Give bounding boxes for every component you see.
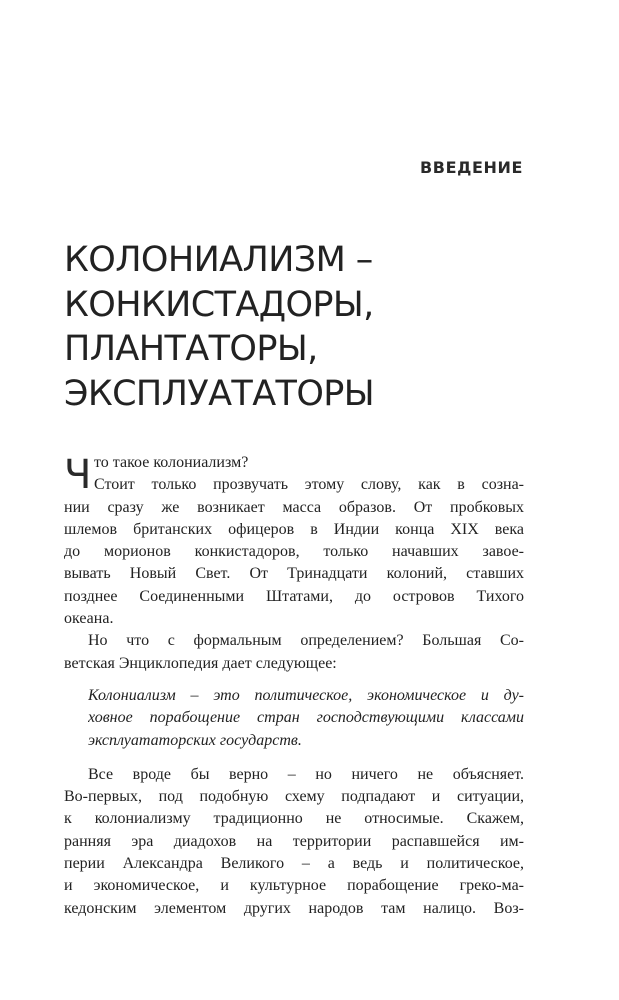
quote-line: ховное порабощение стран господствующими классами (88, 709, 524, 727)
text-line: шлемов британских офицеров в Индии конца XIX века (64, 520, 524, 538)
quote-line: Колониализм – это политическое, экономическое и ду- (88, 686, 524, 704)
text-line: океана. (64, 610, 114, 628)
text-line: нии сразу же возникает масса образов. От пробковых (64, 498, 524, 516)
paragraph-3 (64, 764, 524, 920)
section-label: ВВЕДЕНИЕ (419, 158, 523, 177)
chapter-title-line: ЭКСПЛУАТАТОРЫ (64, 373, 375, 414)
chapter-title-line: КОЛОНИАЛИЗМ – (64, 240, 373, 280)
chapter-title-line: КОНКИСТАДОРЫ, (64, 284, 374, 325)
paragraph-2 (64, 630, 524, 675)
text-line: позднее Соединенными Штатами, до островов Тихого (64, 587, 524, 605)
text-line: ранняя эра диадохов на территории распавшейся им- (64, 832, 524, 850)
definition-quote (88, 685, 524, 752)
text-line: Но что с формальным определением? Большая Со- (88, 632, 524, 650)
chapter-title (64, 238, 534, 416)
text-line: перии Александра Великого – а ведь и политическое, (64, 855, 524, 873)
chapter-title-line: ПЛАНТАТОРЫ, (64, 329, 318, 369)
text-line: кедонским элементом других народов там налицо. Воз- (64, 899, 524, 917)
text-line: Во-первых, под подобную схему подпадают и ситуации, (64, 788, 524, 806)
paragraph-1 (64, 452, 524, 630)
quote-line: эксплуататорских государств. (88, 731, 302, 749)
text-line: вывать Новый Свет. От Тринадцати колоний, ставших (64, 565, 524, 583)
text-line: Все вроде бы верно – но ничего не объясняет. (88, 765, 524, 783)
text-line: до морионов конкистадоров, только начавших завое- (64, 543, 524, 561)
text-line: и экономическое, и культурное порабощение греко-ма- (64, 877, 524, 895)
body-text (64, 452, 524, 920)
text-line: ветская Энциклопедия дает следующее: (64, 654, 337, 672)
drop-cap: Ч (64, 452, 92, 498)
text-line: Стоит только прозвучать этому слову, как в созна- (94, 476, 524, 494)
text-line: к колониализму традиционно не относимые. Скажем, (64, 810, 524, 828)
text-line: то такое колониализм? (94, 454, 249, 471)
